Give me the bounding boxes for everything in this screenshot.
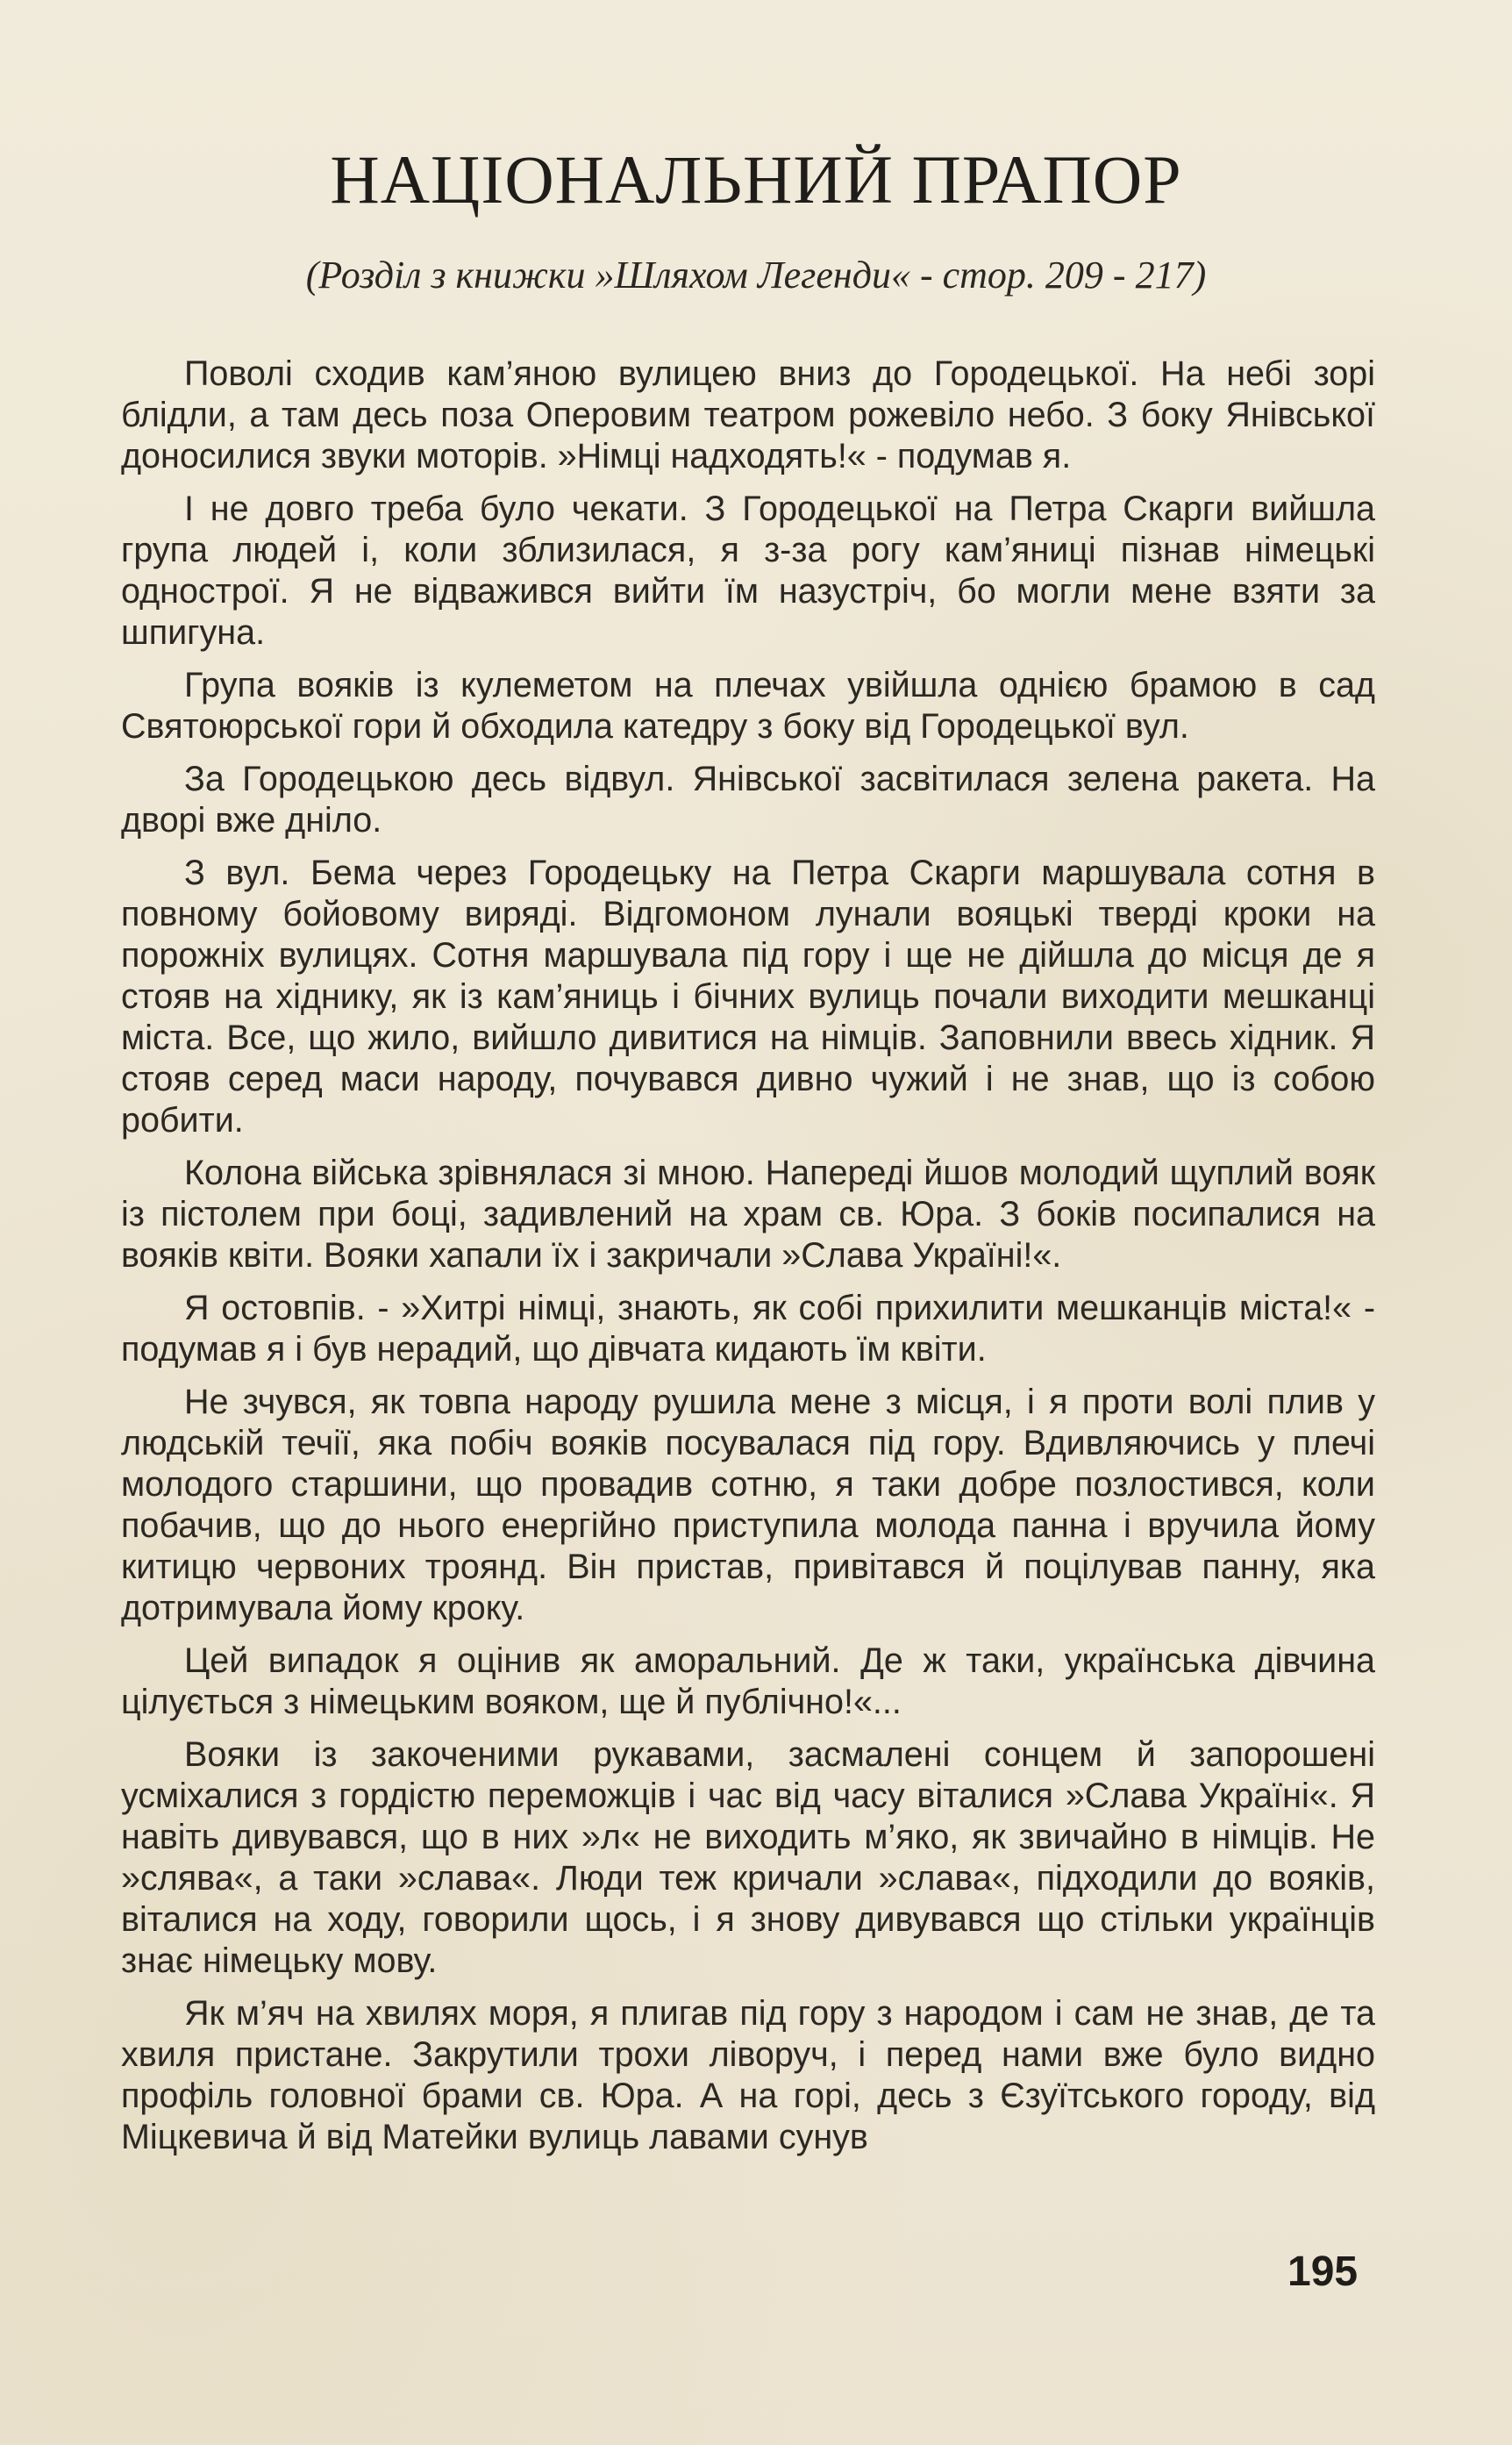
paragraph: З вул. Бема через Городецьку на Петра Скарги маршувала сотня в повному бойовому виряді. Відгомоном лунали вояцькі тверді кроки на порожніх вулицях. Сотня маршувала під гору і ще не дійшла до місця де я стояв на хіднику, як із кам’яниць і бічних вулиць почали виходити мешканці міста. Все, що жило, вийшло дивитися на німців. Заповнили ввесь хідник. Я стояв серед маси народу, почувався дивно чужий і не знав, що із собою робити.	[121, 854, 1375, 1140]
page-number: 195	[1287, 2248, 1359, 2295]
paragraph: І не довго треба було чекати. З Городецької на Петра Скарги вийшла група людей і, коли зблизилася, я з-за рогу кам’яниці пізнав німецькі однострої. Я не відважився вийти їм назустріч, бо могли мене взяти за шпигуна.	[121, 490, 1375, 652]
paragraph: Група вояків із кулеметом на плечах увійшла однією брамою в сад Святоюрської гори й обходила катедру з боку від Городецької вул.	[121, 666, 1375, 746]
paragraph: Цей випадок я оцінив як аморальний. Де ж таки, українська дівчина цілується з німецьким вояком, ще й публічно!«...	[121, 1641, 1375, 1721]
body-text	[121, 354, 1375, 2170]
paragraph: Я остовпів. - »Хитрі німці, знають, як собі прихилити мешканців міста!« - подумав я і був нерадий, що дівчата кидають їм квіти.	[121, 1289, 1375, 1369]
paragraph: Вояки із закоченими рукавами, засмалені сонцем й запорошені усміхалися з гордістю переможців і час від часу віталися »Слава Україні«. Я навіть дивувався, що в них »л« не виходить м’яко, як звичайно в німців. Не »слява«, а таки »слава«. Люди теж кричали »слава«, підходили до вояків, віталися на ходу, говорили щось, і я знову дивувався що стільки українців знає німецьку мову.	[121, 1735, 1375, 1980]
chapter-subtitle: (Розділ з книжки »Шляхом Легенди« - стор. 209 - 217)	[305, 254, 1207, 297]
paragraph: Як м’яч на хвилях моря, я плигав під гору з народом і сам не знав, де та хвиля пристане. Закрутили трохи ліворуч, і перед нами вже було видно профіль головної брами св. Юра. А на горі, десь з Єзуїтського городу, від Міцкевича й від Матейки вулиць лавами сунув	[121, 1994, 1375, 2156]
paragraph: За Городецькою десь відвул. Янівської засвітилася зелена ракета. На дворі вже дніло.	[121, 760, 1375, 840]
paragraph: Поволі сходив кам’яною вулицею вниз до Городецької. На небі зорі блідли, а там десь поза Оперовим театром рожевіло небо. З боку Янівської доносилися звуки моторів. »Німці надходять!« - подумав я.	[121, 354, 1375, 475]
paragraph: Колона війська зрівнялася зі мною. Напереді йшов молодий щуплий вояк із пістолем при боці, задивлений на храм св. Юра. З боків посипалися на вояків квіти. Вояки хапали їх і закричали »Слава Україні!«.	[121, 1154, 1375, 1275]
chapter-title: НАЦІОНАЛЬНИЙ ПРАПОР	[330, 141, 1182, 218]
paragraph: Не зчувся, як товпа народу рушила мене з місця, і я проти волі плив у людській течії, яка побіч вояків посувалася під гору. Вдивляючись у плечі молодого старшини, що провадив сотню, я таки добре позлостився, коли побачив, що до нього енергійно приступила молода панна і вручила йому китицю червоних троянд. Він пристав, привітався й поцілував панну, яка дотримувала йому кроку.	[121, 1383, 1375, 1627]
